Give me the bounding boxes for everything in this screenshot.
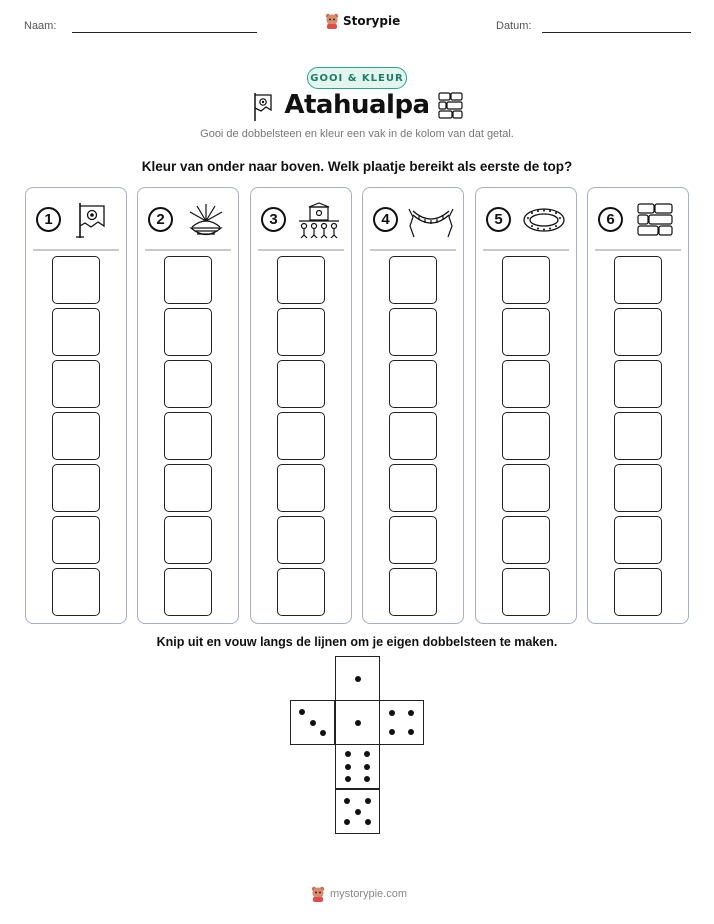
column-5 — [475, 187, 577, 624]
color-cell[interactable] — [52, 412, 100, 460]
column-divider — [483, 249, 569, 251]
die-pip — [364, 764, 370, 770]
color-cell[interactable] — [502, 516, 550, 564]
column-4 — [362, 187, 464, 624]
page-title: Atahualpa — [284, 90, 430, 120]
color-cell[interactable] — [502, 360, 550, 408]
die-face-1 — [335, 700, 380, 745]
activity-badge: GOOI & KLEUR — [307, 67, 407, 89]
color-cell[interactable] — [614, 516, 662, 564]
litter-carriers-icon — [295, 201, 343, 239]
color-cell[interactable] — [614, 464, 662, 512]
color-cell[interactable] — [614, 308, 662, 356]
die-pip — [345, 764, 351, 770]
name-label: Naam: — [24, 20, 57, 32]
color-cell[interactable] — [277, 516, 325, 564]
color-cell[interactable] — [277, 256, 325, 304]
die-pip — [355, 809, 361, 815]
color-cell[interactable] — [389, 256, 437, 304]
dice-instruction: Knip uit en vouw langs de lijnen om je eigen dobbelsteen te maken. — [156, 635, 558, 649]
date-line[interactable] — [542, 32, 691, 33]
color-cell[interactable] — [502, 256, 550, 304]
color-cell[interactable] — [164, 308, 212, 356]
rope-bridge-icon — [407, 201, 455, 239]
die-pip — [299, 709, 305, 715]
die-face-3 — [290, 700, 335, 745]
stone-wall-icon — [438, 92, 464, 120]
color-cell[interactable] — [164, 256, 212, 304]
color-cell[interactable] — [502, 568, 550, 616]
storypie-logo — [325, 13, 400, 29]
color-cell[interactable] — [614, 256, 662, 304]
die-pip — [310, 720, 316, 726]
date-label: Datum: — [496, 20, 532, 32]
die-pip — [389, 710, 395, 716]
die-pip — [364, 751, 370, 757]
die-pip — [364, 776, 370, 782]
color-cell[interactable] — [614, 360, 662, 408]
column-1 — [25, 187, 127, 624]
column-number: 3 — [261, 207, 286, 232]
color-cell[interactable] — [389, 360, 437, 408]
die-pip — [365, 819, 371, 825]
column-3 — [250, 187, 352, 624]
die-pip — [320, 730, 326, 736]
die-pip — [344, 798, 350, 804]
color-cell[interactable] — [389, 516, 437, 564]
color-cell[interactable] — [52, 516, 100, 564]
color-cell[interactable] — [502, 412, 550, 460]
subtitle: Gooi de dobbelsteen en kleur een vak in de kolom van dat getal. — [200, 128, 514, 140]
color-cell[interactable] — [164, 360, 212, 408]
die-pip — [355, 720, 361, 726]
footer — [311, 886, 407, 902]
column-number: 4 — [373, 207, 398, 232]
color-cell[interactable] — [502, 464, 550, 512]
die-face-4 — [379, 700, 424, 745]
color-cell[interactable] — [164, 464, 212, 512]
footer-url: mystorypie.com — [330, 888, 408, 900]
name-line[interactable] — [72, 32, 257, 33]
die-pip — [345, 751, 351, 757]
flag-icon — [70, 201, 118, 239]
color-cell[interactable] — [164, 516, 212, 564]
bear-mascot-icon — [311, 886, 325, 902]
color-cell[interactable] — [614, 568, 662, 616]
column-number: 5 — [486, 207, 511, 232]
column-2 — [137, 187, 239, 624]
die-face-6 — [335, 744, 380, 789]
column-number: 1 — [36, 207, 61, 232]
color-cell[interactable] — [277, 412, 325, 460]
column-divider — [370, 249, 456, 251]
color-cell[interactable] — [389, 308, 437, 356]
column-6 — [587, 187, 689, 624]
color-cell[interactable] — [614, 412, 662, 460]
die-face-5 — [335, 789, 380, 834]
color-cell[interactable] — [389, 412, 437, 460]
column-divider — [258, 249, 344, 251]
die-pip — [344, 819, 350, 825]
color-cell[interactable] — [52, 568, 100, 616]
color-cell[interactable] — [164, 568, 212, 616]
column-number: 2 — [148, 207, 173, 232]
instruction: Kleur van onder naar boven. Welk plaatje bereikt als eerste de top? — [141, 159, 573, 174]
column-number: 6 — [598, 207, 623, 232]
logo-text: Storypie — [343, 14, 401, 28]
color-cell[interactable] — [502, 308, 550, 356]
die-pip — [408, 729, 414, 735]
die-pip — [345, 776, 351, 782]
bear-mascot-icon — [325, 13, 339, 29]
die-pip — [365, 798, 371, 804]
column-divider — [145, 249, 231, 251]
feather-headdress-icon — [182, 201, 230, 239]
die-pip — [389, 729, 395, 735]
stone-wall-icon — [632, 201, 680, 239]
color-cell[interactable] — [52, 256, 100, 304]
color-cell[interactable] — [52, 308, 100, 356]
color-cell[interactable] — [389, 568, 437, 616]
gold-ring-icon — [520, 201, 568, 239]
color-cell[interactable] — [52, 464, 100, 512]
color-cell[interactable] — [277, 360, 325, 408]
color-cell[interactable] — [389, 464, 437, 512]
die-face-1 — [335, 656, 380, 701]
die-pip — [355, 676, 361, 682]
color-cell[interactable] — [277, 308, 325, 356]
column-divider — [595, 249, 681, 251]
die-pip — [408, 710, 414, 716]
color-cell[interactable] — [52, 360, 100, 408]
column-divider — [33, 249, 119, 251]
color-cell[interactable] — [164, 412, 212, 460]
color-cell[interactable] — [277, 568, 325, 616]
color-cell[interactable] — [277, 464, 325, 512]
